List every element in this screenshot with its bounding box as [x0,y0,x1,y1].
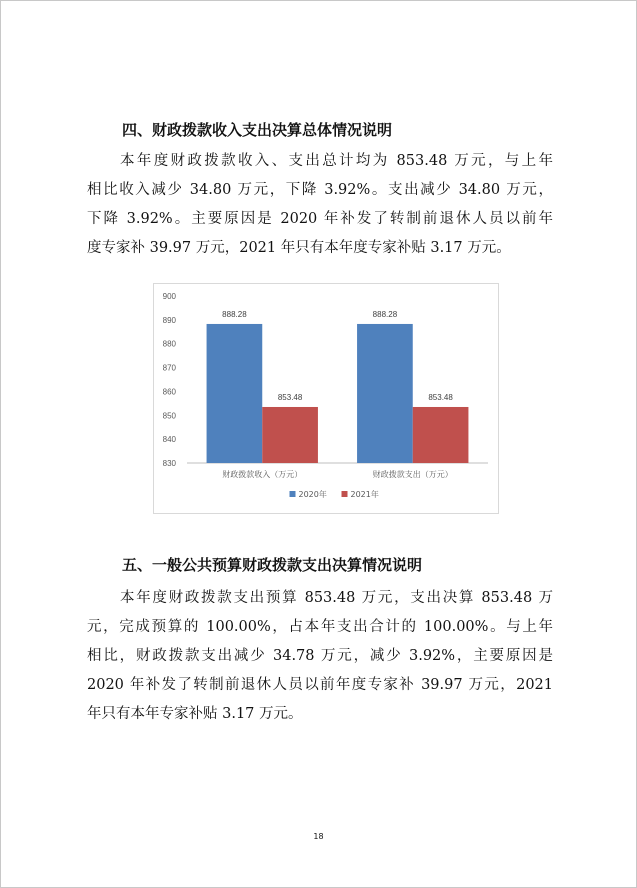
x-category-label: 财政拨款收入（万元） [222,470,303,479]
section-5-line-3: 相比，财政拨款支出减少 34.78 万元，减少 3.92%，主要原因是 [87,648,553,664]
page-number: 18 [313,832,324,841]
y-tick-label: 880 [162,339,176,349]
section-4-line-3: 下降 3.92%。主要原因是 2020 年补发了转制前退休人员以前年 [87,211,553,227]
data-label: 888.28 [372,309,398,319]
y-tick-label: 830 [162,459,176,468]
y-tick-label: 860 [162,387,176,397]
bar-2021 [262,407,318,463]
y-tick-label: 900 [162,292,176,301]
bar-chart [153,283,499,514]
y-tick-label: 890 [162,315,176,325]
y-tick-label: 850 [162,411,176,421]
y-tick-label: 870 [162,363,176,373]
legend-label: 2020年 [298,490,327,499]
section-5-heading: 五、一般公共预算财政拨款支出决算情况说明 [122,556,423,574]
legend-label: 2021年 [350,490,379,499]
section-5-line-4: 2020 年补发了转制前退休人员以前年度专家补 39.97 万元，2021 [87,677,553,693]
section-5-line-1: 本年度财政拨款支出预算 853.48 万元，支出决算 853.48 万 [120,590,553,606]
section-4-line-2: 相比收入减少 34.80 万元，下降 3.92%。支出减少 34.80 万元， [87,182,553,198]
section-4-line-1: 本年度财政拨款收入、支出总计均为 853.48 万元，与上年 [120,153,553,169]
section-4-paragraph [87,147,553,263]
bar-2021 [413,407,469,463]
legend-swatch [342,491,348,497]
bar-2020 [207,324,263,463]
section-5-line-5: 年只有本年专家补贴 3.17 万元。 [87,706,303,722]
data-label: 853.48 [428,392,453,402]
bar-2020 [357,324,413,463]
y-tick-label: 840 [162,435,176,445]
x-category-label: 财政拨款支出（万元） [372,470,453,479]
section-4-heading: 四、财政拨款收入支出决算总体情况说明 [122,121,393,139]
bar-chart-svg [154,284,498,513]
data-label: 888.28 [222,309,247,319]
section-5-paragraph [87,584,553,729]
data-label: 853.48 [277,392,303,402]
section-5-line-2: 元，完成预算的 100.00%，占本年支出合计的 100.00%。与上年 [87,619,553,635]
legend-swatch [290,491,296,497]
section-4-line-4: 度专家补 39.97 万元，2021 年只有本年度专家补贴 3.17 万元。 [87,240,511,256]
